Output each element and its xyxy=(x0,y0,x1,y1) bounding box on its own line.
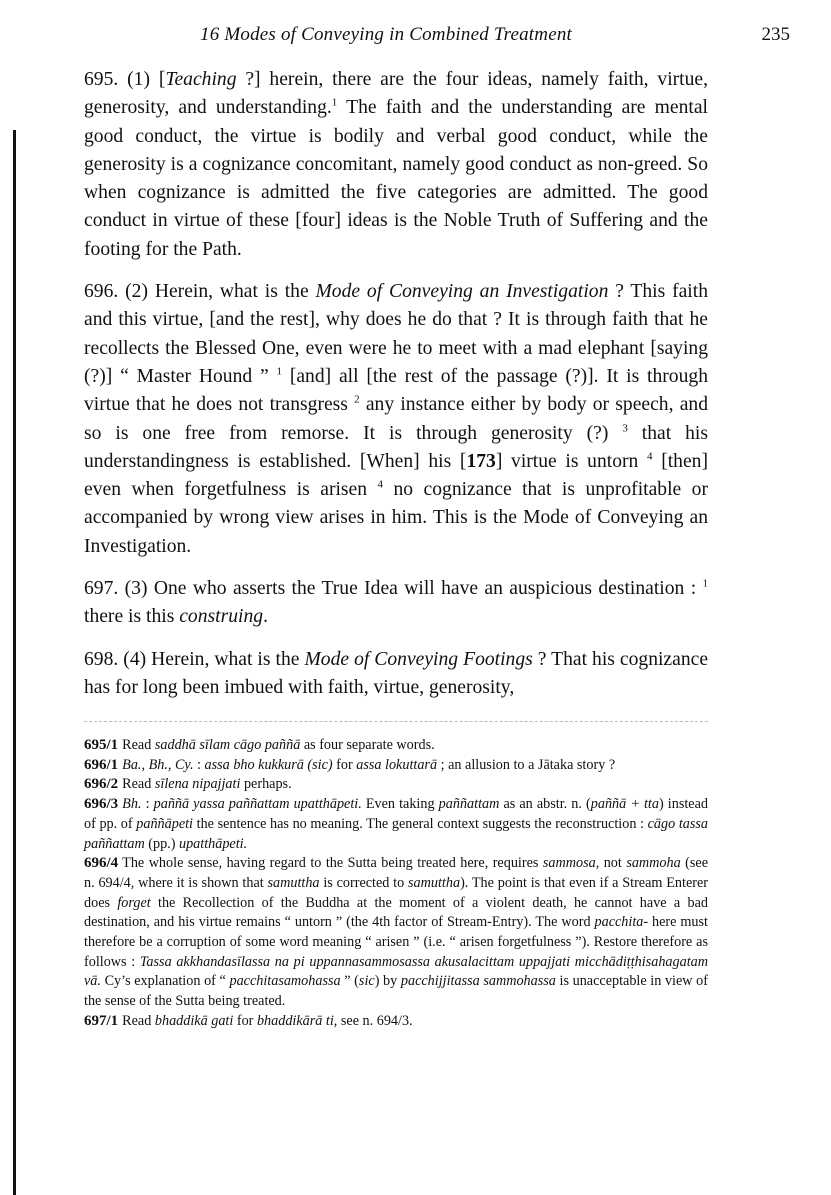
footnote-separator xyxy=(84,721,708,722)
italic-text: assa lokuttarā xyxy=(356,756,438,773)
text-run: any instance either by body or speech, and so is one free from remorse. It is through generosity (?) xyxy=(84,394,708,444)
italic-text: construing xyxy=(179,606,264,628)
italic-text: Bh. xyxy=(122,796,142,813)
text-run: Cy’s explanation of “ xyxy=(100,973,230,990)
text-run: , see n. 694/3. xyxy=(333,1012,413,1029)
footnote-ref: 696/1 xyxy=(84,756,119,773)
text-run: is corrected to xyxy=(319,874,409,891)
italic-text: saddhā sīlam cāgo paññā xyxy=(154,737,301,753)
text-run: 696. (2) Herein, what is the xyxy=(84,281,316,303)
text-run: that his understandingness is established. [When] his [ xyxy=(84,422,708,472)
italic-text: Mode of Conveying Footings xyxy=(304,648,533,670)
footnote-697-1 xyxy=(84,1012,708,1032)
paragraph-696 xyxy=(84,278,708,561)
italic-text: pacchijjitassa sammohassa xyxy=(400,973,556,990)
italic-text: sammosa xyxy=(542,855,596,872)
italic-text: Teaching xyxy=(165,69,237,90)
main-text xyxy=(84,66,708,716)
italic-text: paññattam xyxy=(438,796,500,813)
footnote-696-3 xyxy=(84,795,708,854)
italic-text: paññā yassa paññattam upatthāpeti. xyxy=(153,796,362,813)
text-run: 698. (4) Herein, what is the xyxy=(84,648,305,670)
page-edge-line xyxy=(13,130,16,1195)
text-run: no cognizance that is unprofitable or accompanied by wrong view arises in him. This is the Mode of Conveying an Investigation. xyxy=(84,479,708,557)
text-run: , not xyxy=(595,855,627,872)
text-run: ? This faith and this virtue, [and the rest], why does he do that ? It is through faith that he recollects the Blessed One, even were he to meet with a mad elephant [saying (?)] “ Master Hound ” xyxy=(84,281,708,387)
text-run: (see n. 694/4, where it is shown that xyxy=(84,855,709,891)
italic-text: sammoha xyxy=(626,855,681,872)
text-run: : xyxy=(193,756,205,773)
text-run: The whole sense, having regard to the Sutta being treated here, requires xyxy=(122,855,543,872)
footnote-ref: 696/3 xyxy=(84,796,119,813)
italic-text: Mode of Conveying an Investigation xyxy=(315,281,609,303)
text-run: the Recollection of the Buddha at the moment of a violent death, he cannot have a bad destination, and his virtue remains “ untorn ” (the 4th factor of Stream-Entry). The word xyxy=(84,894,708,931)
italic-text: bhaddikā gati xyxy=(154,1012,234,1029)
text-run: 695. (1) [ xyxy=(84,69,166,90)
footnotes xyxy=(84,736,708,1032)
footnote-ref: 697/1 xyxy=(84,1012,119,1029)
italic-text: samuttha xyxy=(267,874,320,891)
footnote-marker: 3 xyxy=(622,422,628,435)
text-run: . xyxy=(263,606,268,628)
text-run: ). The point is that even if a Stream Enterer does xyxy=(84,874,708,911)
text-run: ?] herein, there are the four ideas, namely faith, virtue, generosity, and understanding. xyxy=(84,69,708,119)
footnote-695-1 xyxy=(84,736,708,756)
footnote-696-1 xyxy=(84,756,708,776)
text-run: : xyxy=(141,796,154,813)
footnote-696-2 xyxy=(84,775,708,795)
text-run: (pp.) xyxy=(144,835,179,852)
italic-text: forget xyxy=(117,894,151,911)
running-head xyxy=(200,24,790,54)
text-run: ) instead of pp. of xyxy=(84,796,708,832)
footnote-marker: 1 xyxy=(276,365,282,378)
text-run: Read xyxy=(122,737,155,753)
italic-text: assa bho kukkurā (sic) xyxy=(204,756,333,773)
text-run: 697. (3) One who asserts the True Idea will have an auspicious destination : xyxy=(84,578,703,600)
italic-text: paññā + tta xyxy=(590,796,659,813)
text-run: Even taking xyxy=(361,796,439,813)
text-run: ] virtue is untorn xyxy=(495,450,648,472)
footnote-696-4 xyxy=(84,854,708,1012)
italic-text: upatthāpeti. xyxy=(178,835,248,852)
text-run: there is this xyxy=(84,606,180,628)
italic-text: pacchita- xyxy=(594,914,649,931)
paragraph-695 xyxy=(84,66,708,264)
text-run: The faith and the understanding are mental good conduct, the virtue is bodily and verbal good conduct, while the generosity is a cognizance concomitant, namely good conduct as non-greed. So when cognizance is admitted the five categories are admitted. The good conduct in virtue of these [four] ideas is the Noble Truth of Suffering and the footing for the Path. xyxy=(84,97,708,260)
text-run: the sentence has no meaning. The general context suggests the reconstruction : xyxy=(193,815,648,832)
italic-text: cāgo tassa paññattam xyxy=(84,815,708,852)
italic-text: bhaddikārā ti xyxy=(256,1012,334,1029)
footnote-ref: 695/1 xyxy=(84,737,119,753)
italic-text: samuttha xyxy=(408,874,461,891)
text-run: for xyxy=(332,756,357,773)
paragraph-698 xyxy=(84,646,708,703)
text-run: [then] even when forgetfulness is arisen xyxy=(84,450,709,501)
italic-text: Tassa akkhandasīlassa na pi uppannasammosassa akusalacittam uppajjati micchādiṭṭhisahagatam vā. xyxy=(84,953,708,990)
footnote-marker: 2 xyxy=(354,393,360,406)
page-number: 235 xyxy=(761,24,790,45)
footnote-ref: 696/4 xyxy=(84,855,119,872)
text-run: as four separate words. xyxy=(300,737,435,753)
text-run: here must therefore be a corruption of some word meaning “ arisen ” (i.e. “ arisen forgetfulness ”). Restore therefore as follows : xyxy=(84,914,708,970)
text-run: is unacceptable in view of the sense of the Sutta being treated. xyxy=(84,973,709,1010)
italic-text: paññāpeti xyxy=(136,815,193,832)
text-run: Read xyxy=(122,776,155,793)
italic-text: sīlena nipajjati xyxy=(154,776,241,793)
text-run: perhaps. xyxy=(240,776,292,793)
text-run: ” ( xyxy=(340,973,359,990)
footnote-marker: 4 xyxy=(377,478,384,491)
footnote-marker: 1 xyxy=(331,96,338,109)
footnote-ref: 696/2 xyxy=(84,776,119,793)
paragraph-697 xyxy=(84,575,708,632)
text-run: Read xyxy=(122,1012,155,1029)
text-run: ) by xyxy=(374,973,401,990)
footnote-marker: 4 xyxy=(647,450,653,463)
text-run: for xyxy=(233,1012,257,1029)
footnote-marker: 1 xyxy=(702,577,708,590)
italic-text: Ba., Bh., Cy. xyxy=(122,756,194,773)
text-run: ; an allusion to a Jātaka story ? xyxy=(437,756,616,773)
original-page-marker: 173 xyxy=(466,450,496,472)
text-run: as an abstr. n. ( xyxy=(499,796,591,813)
text-run: ? That his cognizance has for long been imbued with faith, virtue, generosity, xyxy=(84,648,709,698)
italic-text: pacchitasamohassa xyxy=(229,973,341,990)
text-run: [and] all [the rest of the passage (?)]. It is through virtue that he does not transgress xyxy=(84,365,708,416)
running-head-title: 16 Modes of Conveying in Combined Treatment xyxy=(200,24,573,45)
italic-text: sic xyxy=(358,973,375,990)
